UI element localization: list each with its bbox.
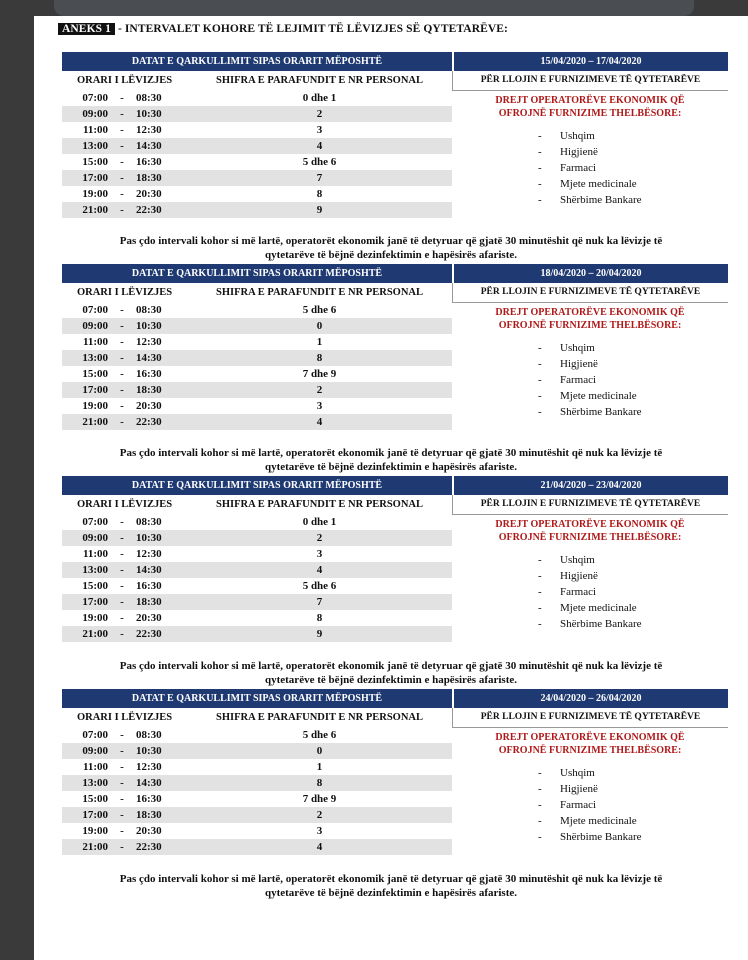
table-row bbox=[62, 186, 452, 202]
col-supply-header: PËR LLOJIN E FURNIZIMEVE TË QYTETARËVE bbox=[452, 495, 728, 515]
operators-note-line2: OFROJNË FURNIZIME THELBËSORE: bbox=[498, 108, 682, 119]
note-line1: Pas çdo intervali kohor si më lartë, operatorët ekonomik janë të detyruar që gjatë 30 minutëshit që nuk ka lëvizje të bbox=[119, 660, 663, 672]
time-to: 14:30 bbox=[136, 352, 162, 364]
personal-number-digit: 0 dhe 1 bbox=[302, 516, 337, 528]
supply-item bbox=[538, 554, 595, 566]
time-dash: - bbox=[120, 793, 124, 805]
personal-number-digit: 0 bbox=[316, 320, 323, 332]
supply-label: Ushqim bbox=[560, 342, 595, 354]
block-header bbox=[62, 52, 728, 71]
table-row bbox=[62, 414, 452, 430]
table-row bbox=[62, 514, 452, 530]
time-dash: - bbox=[120, 612, 124, 624]
bullet-dash: - bbox=[538, 390, 542, 402]
table-row bbox=[62, 807, 452, 823]
personal-number-digit: 1 bbox=[316, 336, 323, 348]
column-headers bbox=[62, 708, 728, 727]
table-row bbox=[62, 743, 452, 759]
header-circulation-dates: DATAT E QARKULLIMIT SIPAS ORARIT MËPOSHTË bbox=[131, 56, 383, 67]
document-page bbox=[34, 16, 748, 960]
header-date-range: 18/04/2020 – 20/04/2020 bbox=[452, 264, 728, 283]
block-body bbox=[62, 90, 728, 218]
bullet-dash: - bbox=[538, 815, 542, 827]
time-dash: - bbox=[120, 841, 124, 853]
disinfection-note bbox=[34, 446, 748, 474]
supply-item bbox=[538, 178, 637, 190]
table-row bbox=[62, 154, 452, 170]
supply-item bbox=[538, 586, 596, 598]
time-from: 13:00 bbox=[82, 140, 108, 152]
time-dash: - bbox=[120, 352, 124, 364]
table-row bbox=[62, 122, 452, 138]
time-to: 18:30 bbox=[136, 596, 162, 608]
time-to: 14:30 bbox=[136, 140, 162, 152]
supply-label: Mjete medicinale bbox=[560, 602, 637, 614]
supply-item bbox=[538, 783, 598, 795]
supply-item bbox=[538, 342, 595, 354]
bullet-dash: - bbox=[538, 799, 542, 811]
operators-note bbox=[452, 94, 728, 120]
table-row bbox=[62, 302, 452, 318]
time-dash: - bbox=[120, 156, 124, 168]
time-dash: - bbox=[120, 304, 124, 316]
block-header bbox=[62, 264, 728, 283]
window-top-bar bbox=[54, 0, 694, 16]
time-to: 10:30 bbox=[136, 320, 162, 332]
time-dash: - bbox=[120, 336, 124, 348]
annex-badge: ANEKS 1 bbox=[58, 23, 115, 35]
table-row bbox=[62, 366, 452, 382]
time-to: 10:30 bbox=[136, 745, 162, 757]
time-dash: - bbox=[120, 204, 124, 216]
supply-label: Farmaci bbox=[560, 374, 597, 386]
bullet-dash: - bbox=[538, 194, 542, 206]
header-date-range: 15/04/2020 – 17/04/2020 bbox=[452, 52, 728, 71]
bullet-dash: - bbox=[538, 178, 542, 190]
personal-number-digit: 7 dhe 9 bbox=[302, 793, 337, 805]
time-from: 21:00 bbox=[82, 204, 108, 216]
col-supply-header: PËR LLOJIN E FURNIZIMEVE TË QYTETARËVE bbox=[452, 71, 728, 91]
supply-item bbox=[538, 831, 642, 843]
table-row bbox=[62, 759, 452, 775]
personal-number-digit: 3 bbox=[316, 124, 323, 136]
col-code-header: SHIFRA E PARAFUNDIT E NR PERSONAL bbox=[215, 712, 423, 723]
supply-label: Ushqim bbox=[560, 767, 595, 779]
personal-number-digit: 2 bbox=[316, 384, 323, 396]
time-from: 07:00 bbox=[82, 729, 108, 741]
supply-label: Farmaci bbox=[560, 586, 597, 598]
time-from: 19:00 bbox=[82, 188, 108, 200]
time-to: 18:30 bbox=[136, 172, 162, 184]
supply-label: Higjienë bbox=[560, 358, 598, 370]
table-row bbox=[62, 318, 452, 334]
supply-label: Higjienë bbox=[560, 570, 598, 582]
personal-number-digit: 8 bbox=[316, 777, 323, 789]
time-dash: - bbox=[120, 384, 124, 396]
supply-item bbox=[538, 406, 642, 418]
personal-number-digit: 7 bbox=[316, 596, 323, 608]
supply-item bbox=[538, 602, 637, 614]
personal-number-digit: 0 dhe 1 bbox=[302, 92, 337, 104]
bullet-dash: - bbox=[538, 783, 542, 795]
time-to: 12:30 bbox=[136, 124, 162, 136]
header-circulation-dates: DATAT E QARKULLIMIT SIPAS ORARIT MËPOSHTË bbox=[131, 480, 383, 491]
col-schedule-header: ORARI I LËVIZJES bbox=[76, 499, 173, 510]
bullet-dash: - bbox=[538, 342, 542, 354]
col-supply-header: PËR LLOJIN E FURNIZIMEVE TË QYTETARËVE bbox=[452, 283, 728, 303]
operators-note-line1: DREJT OPERATORËVE EKONOMIK QË bbox=[495, 732, 685, 743]
column-headers bbox=[62, 495, 728, 514]
time-to: 20:30 bbox=[136, 188, 162, 200]
time-from: 21:00 bbox=[82, 841, 108, 853]
personal-number-digit: 5 dhe 6 bbox=[302, 304, 337, 316]
supply-label: Shërbime Bankare bbox=[560, 618, 642, 630]
time-dash: - bbox=[120, 140, 124, 152]
table-row bbox=[62, 106, 452, 122]
time-from: 19:00 bbox=[82, 612, 108, 624]
bullet-dash: - bbox=[538, 586, 542, 598]
time-dash: - bbox=[120, 108, 124, 120]
note-line1: Pas çdo intervali kohor si më lartë, operatorët ekonomik janë të detyruar që gjatë 30 minutëshit që nuk ka lëvizje të bbox=[119, 873, 663, 885]
time-from: 13:00 bbox=[82, 352, 108, 364]
col-supply-header: PËR LLOJIN E FURNIZIMEVE TË QYTETARËVE bbox=[452, 708, 728, 728]
col-schedule-header: ORARI I LËVIZJES bbox=[76, 75, 173, 86]
time-from: 07:00 bbox=[82, 516, 108, 528]
supply-item bbox=[538, 358, 598, 370]
supply-item bbox=[538, 146, 598, 158]
bullet-dash: - bbox=[538, 146, 542, 158]
personal-number-digit: 5 dhe 6 bbox=[302, 580, 337, 592]
personal-number-digit: 9 bbox=[316, 628, 323, 640]
operators-note bbox=[452, 306, 728, 332]
table-row bbox=[62, 727, 452, 743]
time-dash: - bbox=[120, 416, 124, 428]
time-to: 12:30 bbox=[136, 761, 162, 773]
schedule-block-2 bbox=[62, 264, 728, 430]
time-rows bbox=[62, 90, 452, 218]
time-dash: - bbox=[120, 580, 124, 592]
col-code-header: SHIFRA E PARAFUNDIT E NR PERSONAL bbox=[215, 499, 423, 510]
time-to: 18:30 bbox=[136, 384, 162, 396]
supply-label: Ushqim bbox=[560, 130, 595, 142]
note-line2: qytetarëve të bëjnë dezinfektimin e hapësirës afariste. bbox=[264, 461, 518, 473]
time-from: 15:00 bbox=[82, 156, 108, 168]
time-from: 21:00 bbox=[82, 628, 108, 640]
bullet-dash: - bbox=[538, 358, 542, 370]
operators-note bbox=[452, 731, 728, 757]
time-dash: - bbox=[120, 188, 124, 200]
supply-item bbox=[538, 618, 642, 630]
time-from: 09:00 bbox=[82, 745, 108, 757]
operators-note-line2: OFROJNË FURNIZIME THELBËSORE: bbox=[498, 320, 682, 331]
table-row bbox=[62, 530, 452, 546]
supply-label: Farmaci bbox=[560, 162, 597, 174]
time-from: 07:00 bbox=[82, 92, 108, 104]
personal-number-digit: 9 bbox=[316, 204, 323, 216]
time-from: 13:00 bbox=[82, 564, 108, 576]
supply-column bbox=[452, 727, 728, 855]
supply-item bbox=[538, 390, 637, 402]
supply-label: Ushqim bbox=[560, 554, 595, 566]
personal-number-digit: 2 bbox=[316, 809, 323, 821]
time-to: 08:30 bbox=[136, 92, 162, 104]
table-row bbox=[62, 350, 452, 366]
time-dash: - bbox=[120, 596, 124, 608]
bullet-dash: - bbox=[538, 602, 542, 614]
time-rows bbox=[62, 727, 452, 855]
supply-item bbox=[538, 194, 642, 206]
time-from: 11:00 bbox=[82, 336, 108, 348]
time-dash: - bbox=[120, 761, 124, 773]
schedule-block-3 bbox=[62, 476, 728, 642]
table-row bbox=[62, 594, 452, 610]
bullet-dash: - bbox=[538, 767, 542, 779]
time-dash: - bbox=[120, 92, 124, 104]
time-to: 16:30 bbox=[136, 793, 162, 805]
personal-number-digit: 0 bbox=[316, 745, 323, 757]
time-dash: - bbox=[120, 777, 124, 789]
table-row bbox=[62, 202, 452, 218]
supply-label: Mjete medicinale bbox=[560, 815, 637, 827]
block-body bbox=[62, 302, 728, 430]
time-from: 19:00 bbox=[82, 825, 108, 837]
time-to: 10:30 bbox=[136, 108, 162, 120]
table-row bbox=[62, 578, 452, 594]
operators-note-line1: DREJT OPERATORËVE EKONOMIK QË bbox=[495, 95, 685, 106]
time-from: 11:00 bbox=[82, 548, 108, 560]
supply-label: Higjienë bbox=[560, 783, 598, 795]
personal-number-digit: 3 bbox=[316, 400, 323, 412]
personal-number-digit: 4 bbox=[316, 564, 323, 576]
bullet-dash: - bbox=[538, 374, 542, 386]
supply-item bbox=[538, 130, 595, 142]
note-line1: Pas çdo intervali kohor si më lartë, operatorët ekonomik janë të detyruar që gjatë 30 minutëshit që nuk ka lëvizje të bbox=[119, 447, 663, 459]
personal-number-digit: 4 bbox=[316, 416, 323, 428]
bullet-dash: - bbox=[538, 406, 542, 418]
time-from: 15:00 bbox=[82, 580, 108, 592]
operators-note-line1: DREJT OPERATORËVE EKONOMIK QË bbox=[495, 519, 685, 530]
personal-number-digit: 8 bbox=[316, 352, 323, 364]
table-row bbox=[62, 562, 452, 578]
operators-note-line2: OFROJNË FURNIZIME THELBËSORE: bbox=[498, 532, 682, 543]
personal-number-digit: 4 bbox=[316, 841, 323, 853]
bullet-dash: - bbox=[538, 162, 542, 174]
time-to: 16:30 bbox=[136, 580, 162, 592]
time-to: 20:30 bbox=[136, 612, 162, 624]
time-to: 14:30 bbox=[136, 564, 162, 576]
time-to: 20:30 bbox=[136, 400, 162, 412]
bullet-dash: - bbox=[538, 130, 542, 142]
table-row bbox=[62, 775, 452, 791]
header-circulation-dates: DATAT E QARKULLIMIT SIPAS ORARIT MËPOSHTË bbox=[131, 693, 383, 704]
supply-item bbox=[538, 570, 598, 582]
time-from: 07:00 bbox=[82, 304, 108, 316]
time-from: 15:00 bbox=[82, 793, 108, 805]
table-row bbox=[62, 546, 452, 562]
col-code-header: SHIFRA E PARAFUNDIT E NR PERSONAL bbox=[215, 75, 423, 86]
personal-number-digit: 2 bbox=[316, 532, 323, 544]
table-row bbox=[62, 90, 452, 106]
schedule-block-4 bbox=[62, 689, 728, 855]
time-dash: - bbox=[120, 745, 124, 757]
time-dash: - bbox=[120, 825, 124, 837]
block-body bbox=[62, 514, 728, 642]
supply-label: Shërbime Bankare bbox=[560, 831, 642, 843]
personal-number-digit: 2 bbox=[316, 108, 323, 120]
table-row bbox=[62, 823, 452, 839]
time-to: 10:30 bbox=[136, 532, 162, 544]
table-row bbox=[62, 398, 452, 414]
supply-column bbox=[452, 90, 728, 218]
schedule-block-1 bbox=[62, 52, 728, 218]
personal-number-digit: 5 dhe 6 bbox=[302, 729, 337, 741]
time-to: 22:30 bbox=[136, 841, 162, 853]
time-dash: - bbox=[120, 320, 124, 332]
supply-label: Mjete medicinale bbox=[560, 178, 637, 190]
time-dash: - bbox=[120, 548, 124, 560]
time-from: 21:00 bbox=[82, 416, 108, 428]
table-row bbox=[62, 334, 452, 350]
time-to: 12:30 bbox=[136, 548, 162, 560]
personal-number-digit: 5 dhe 6 bbox=[302, 156, 337, 168]
disinfection-note bbox=[34, 872, 748, 900]
disinfection-note bbox=[34, 659, 748, 687]
time-rows bbox=[62, 302, 452, 430]
operators-note-line2: OFROJNË FURNIZIME THELBËSORE: bbox=[498, 745, 682, 756]
header-date-range: 21/04/2020 – 23/04/2020 bbox=[452, 476, 728, 495]
note-line2: qytetarëve të bëjnë dezinfektimin e hapësirës afariste. bbox=[264, 249, 518, 261]
time-dash: - bbox=[120, 532, 124, 544]
personal-number-digit: 4 bbox=[316, 140, 323, 152]
time-to: 22:30 bbox=[136, 204, 162, 216]
time-to: 14:30 bbox=[136, 777, 162, 789]
time-dash: - bbox=[120, 124, 124, 136]
bullet-dash: - bbox=[538, 618, 542, 630]
time-dash: - bbox=[120, 172, 124, 184]
table-row bbox=[62, 170, 452, 186]
supply-column bbox=[452, 302, 728, 430]
bullet-dash: - bbox=[538, 554, 542, 566]
time-to: 08:30 bbox=[136, 729, 162, 741]
personal-number-digit: 3 bbox=[316, 825, 323, 837]
col-schedule-header: ORARI I LËVIZJES bbox=[76, 712, 173, 723]
supply-label: Shërbime Bankare bbox=[560, 194, 642, 206]
time-to: 08:30 bbox=[136, 304, 162, 316]
time-from: 15:00 bbox=[82, 368, 108, 380]
note-line2: qytetarëve të bëjnë dezinfektimin e hapësirës afariste. bbox=[264, 887, 518, 899]
time-from: 17:00 bbox=[82, 596, 108, 608]
operators-note-line1: DREJT OPERATORËVE EKONOMIK QË bbox=[495, 307, 685, 318]
supply-item bbox=[538, 767, 595, 779]
time-to: 22:30 bbox=[136, 416, 162, 428]
time-to: 08:30 bbox=[136, 516, 162, 528]
time-from: 11:00 bbox=[82, 124, 108, 136]
disinfection-note bbox=[34, 234, 748, 262]
time-dash: - bbox=[120, 628, 124, 640]
title-text: - INTERVALET KOHORE TË LEJIMIT TË LËVIZJES SË QYTETARËVE: bbox=[117, 23, 508, 35]
time-from: 17:00 bbox=[82, 384, 108, 396]
supply-column bbox=[452, 514, 728, 642]
column-headers bbox=[62, 71, 728, 90]
time-from: 09:00 bbox=[82, 532, 108, 544]
time-from: 13:00 bbox=[82, 777, 108, 789]
supply-label: Mjete medicinale bbox=[560, 390, 637, 402]
time-dash: - bbox=[120, 368, 124, 380]
col-code-header: SHIFRA E PARAFUNDIT E NR PERSONAL bbox=[215, 287, 423, 298]
supply-item bbox=[538, 815, 637, 827]
block-body bbox=[62, 727, 728, 855]
time-to: 12:30 bbox=[136, 336, 162, 348]
table-row bbox=[62, 791, 452, 807]
block-header bbox=[62, 689, 728, 708]
time-to: 22:30 bbox=[136, 628, 162, 640]
time-to: 20:30 bbox=[136, 825, 162, 837]
bullet-dash: - bbox=[538, 570, 542, 582]
personal-number-digit: 8 bbox=[316, 612, 323, 624]
table-row bbox=[62, 610, 452, 626]
time-to: 16:30 bbox=[136, 368, 162, 380]
time-dash: - bbox=[120, 400, 124, 412]
time-to: 16:30 bbox=[136, 156, 162, 168]
table-row bbox=[62, 626, 452, 642]
time-to: 18:30 bbox=[136, 809, 162, 821]
supply-label: Higjienë bbox=[560, 146, 598, 158]
time-from: 19:00 bbox=[82, 400, 108, 412]
supply-item bbox=[538, 162, 596, 174]
time-from: 17:00 bbox=[82, 809, 108, 821]
block-header bbox=[62, 476, 728, 495]
supply-item bbox=[538, 374, 596, 386]
note-line2: qytetarëve të bëjnë dezinfektimin e hapësirës afariste. bbox=[264, 674, 518, 686]
table-row bbox=[62, 138, 452, 154]
page-title bbox=[58, 23, 508, 35]
header-date-range: 24/04/2020 – 26/04/2020 bbox=[452, 689, 728, 708]
time-dash: - bbox=[120, 809, 124, 821]
time-rows bbox=[62, 514, 452, 642]
table-row bbox=[62, 839, 452, 855]
supply-label: Shërbime Bankare bbox=[560, 406, 642, 418]
bullet-dash: - bbox=[538, 831, 542, 843]
personal-number-digit: 7 bbox=[316, 172, 323, 184]
operators-note bbox=[452, 518, 728, 544]
time-from: 11:00 bbox=[82, 761, 108, 773]
time-dash: - bbox=[120, 564, 124, 576]
time-dash: - bbox=[120, 729, 124, 741]
column-headers bbox=[62, 283, 728, 302]
time-from: 09:00 bbox=[82, 108, 108, 120]
note-line1: Pas çdo intervali kohor si më lartë, operatorët ekonomik janë të detyruar që gjatë 30 minutëshit që nuk ka lëvizje të bbox=[119, 235, 663, 247]
supply-item bbox=[538, 799, 596, 811]
personal-number-digit: 1 bbox=[316, 761, 323, 773]
supply-label: Farmaci bbox=[560, 799, 597, 811]
personal-number-digit: 3 bbox=[316, 548, 323, 560]
col-schedule-header: ORARI I LËVIZJES bbox=[76, 287, 173, 298]
table-row bbox=[62, 382, 452, 398]
time-from: 17:00 bbox=[82, 172, 108, 184]
time-dash: - bbox=[120, 516, 124, 528]
time-from: 09:00 bbox=[82, 320, 108, 332]
header-circulation-dates: DATAT E QARKULLIMIT SIPAS ORARIT MËPOSHTË bbox=[131, 268, 383, 279]
personal-number-digit: 7 dhe 9 bbox=[302, 368, 337, 380]
personal-number-digit: 8 bbox=[316, 188, 323, 200]
